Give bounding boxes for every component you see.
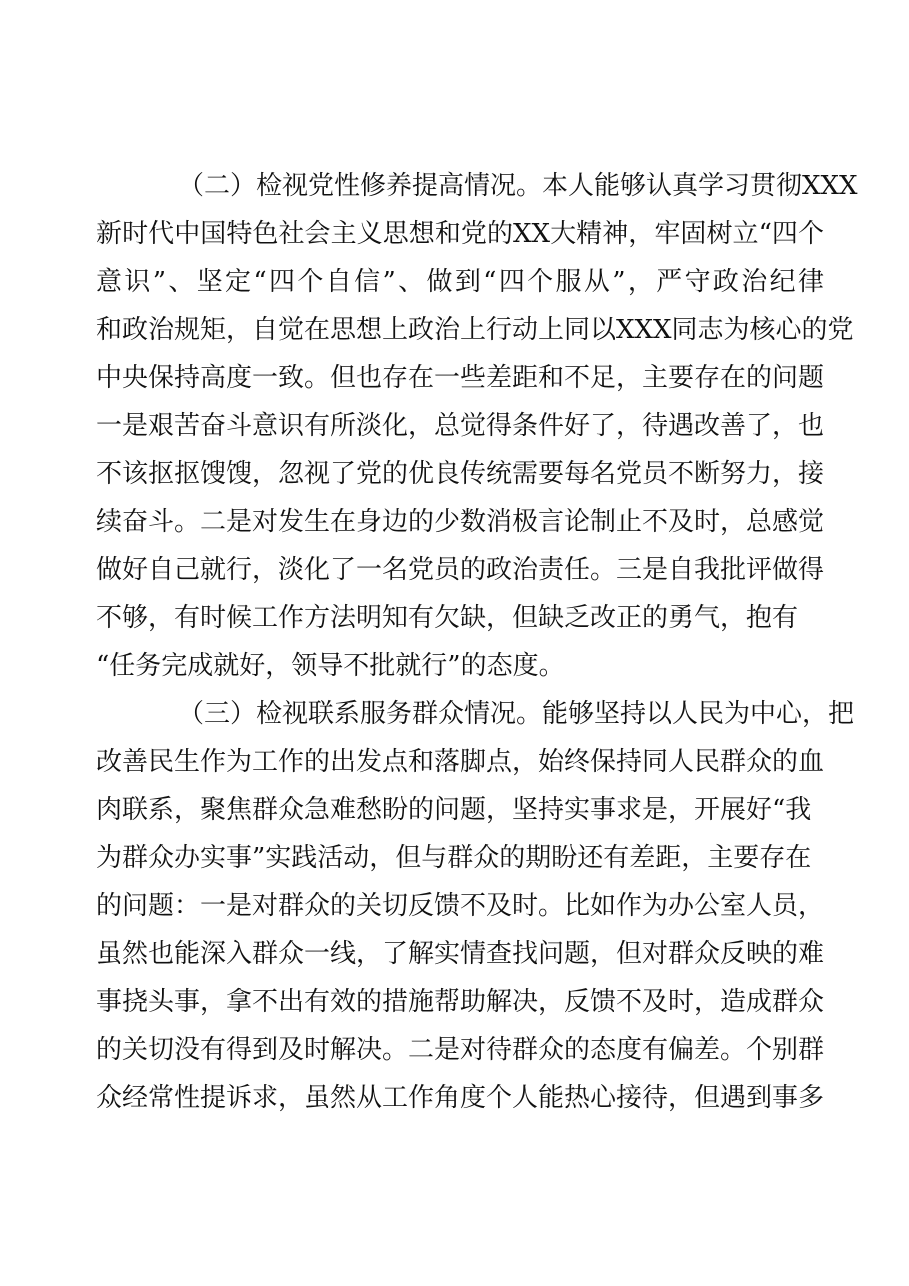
text-line: 一是艰苦奋斗意识有所淡化，总觉得条件好了，待遇改善了，也 [96, 411, 825, 441]
text-line: 做好自己就行，淡化了一名党员的政治责任。三是自我批评做得 [96, 555, 825, 585]
text-line: 不该抠抠馊馊，忽视了党的优良传统需要每名党员不断努力，接 [96, 459, 825, 489]
text-line: 虽然也能深入群众一线，了解实情查找问题，但对群众反映的难 [96, 939, 825, 969]
text-line: （三）检视联系服务群众情况。能够坚持以人民为中心，把 [178, 699, 855, 729]
text-line: 不够，有时候工作方法明知有欠缺，但缺乏改正的勇气，抱有 [96, 603, 799, 633]
text-line: 的关切没有得到及时解决。二是对待群众的态度有偏差。个别群 [96, 1035, 825, 1065]
text-line: 中央保持高度一致。但也存在一些差距和不足，主要存在的问题 [96, 363, 825, 393]
text-line: 众经常性提诉求，虽然从工作角度个人能热心接待，但遇到事多 [96, 1083, 825, 1113]
text-line: （二）检视党性修养提高情况。本人能够认真学习贯彻XXX [178, 171, 858, 201]
text-line: “任务完成就好，领导不批就行”的态度。 [96, 651, 565, 681]
text-line: 的问题：一是对群众的关切反馈不及时。比如作为办公室人员， [96, 891, 825, 921]
text-line: 改善民生作为工作的出发点和落脚点，始终保持同人民群众的血 [96, 747, 825, 777]
text-line: 事挠头事，拿不出有效的措施帮助解决，反馈不及时，造成群众 [96, 987, 825, 1017]
text-line: 意识”、坚定“四个自信”、做到“四个服从”，严守政治纪律 [96, 267, 824, 297]
text-line: 续奋斗。二是对发生在身边的少数消极言论制止不及时，总感觉 [96, 507, 825, 537]
text-line: 为群众办实事”实践活动，但与群众的期盼还有差距，主要存在 [96, 843, 812, 873]
text-line: 和政治规矩，自觉在思想上政治上行动上同以XXX同志为核心的党 [96, 315, 854, 345]
text-line: 新时代中国特色社会主义思想和党的XX大精神，牢固树立“四个 [96, 219, 824, 249]
text-line: 肉联系，聚焦群众急难愁盼的问题，坚持实事求是，开展好“我 [96, 795, 812, 825]
